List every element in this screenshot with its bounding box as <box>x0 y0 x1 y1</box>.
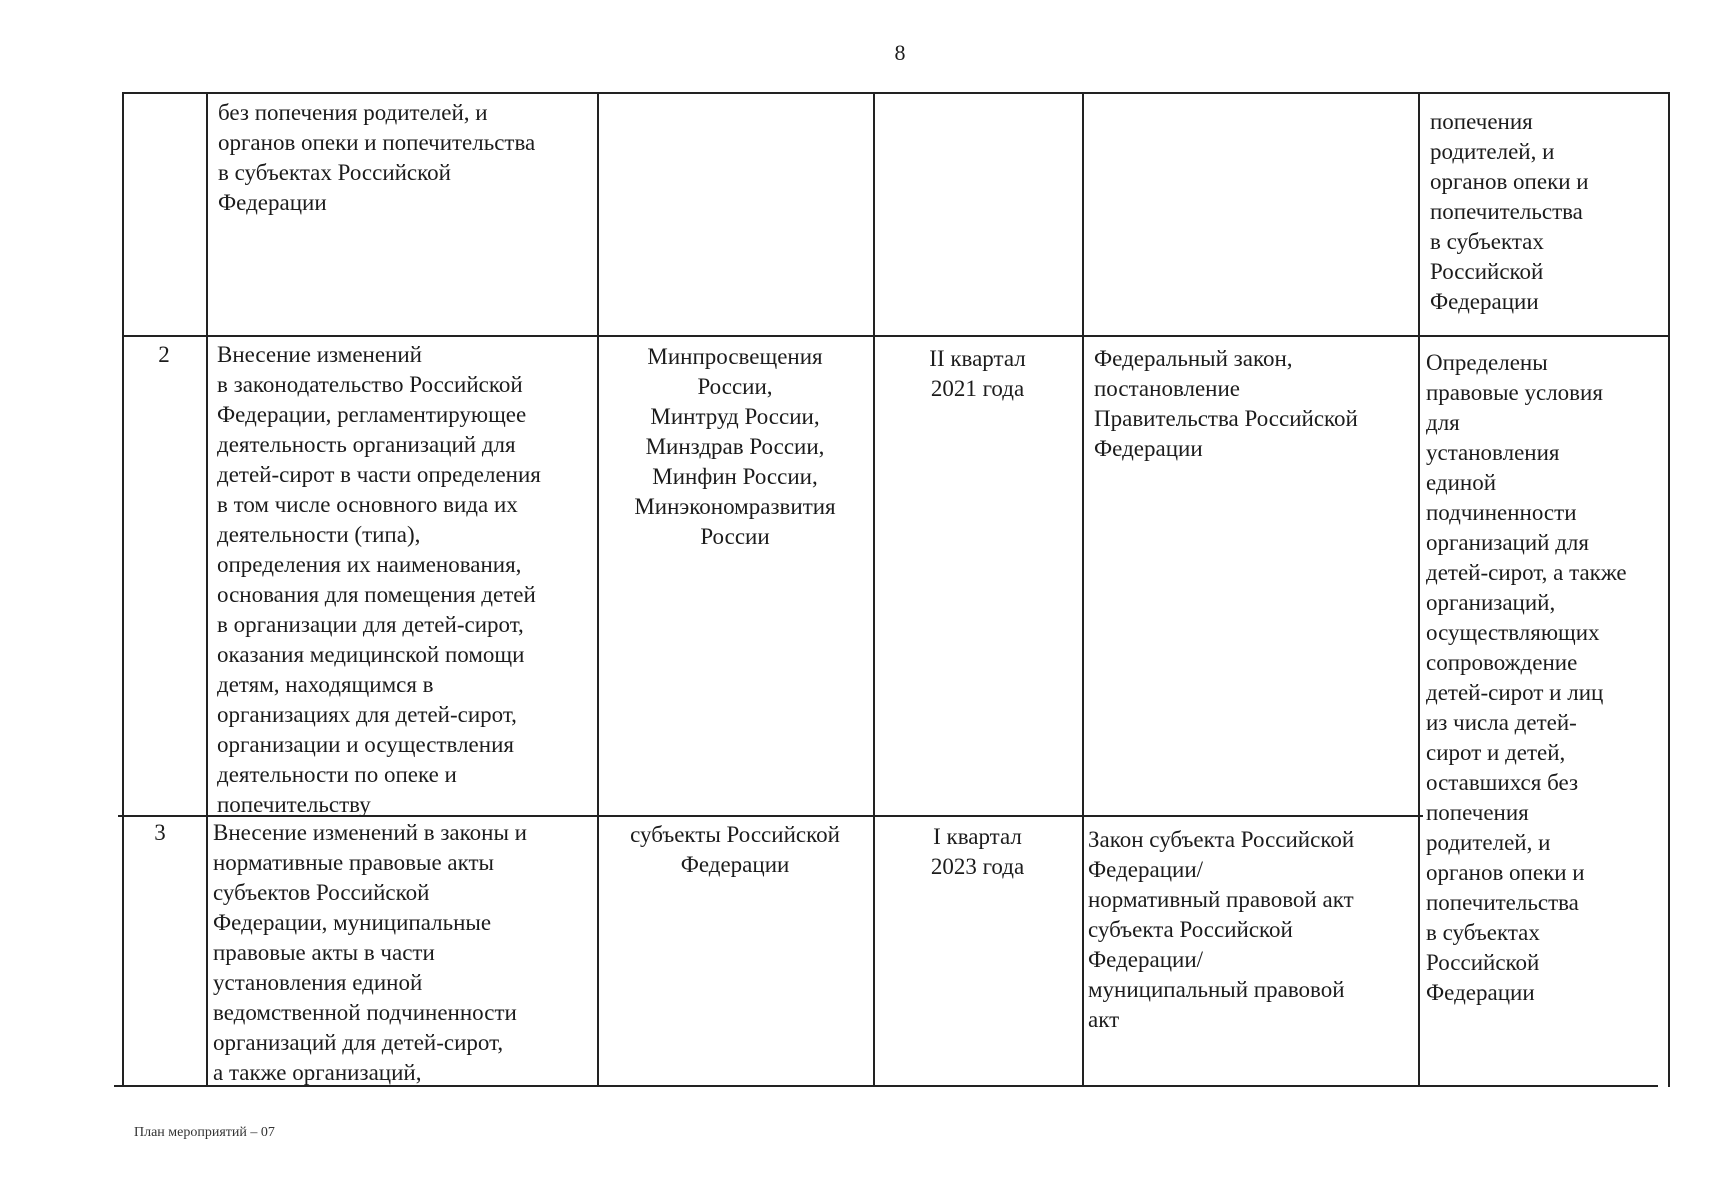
footer-text: План мероприятий – 07 <box>134 1125 275 1140</box>
row3-responsible: субъекты Российской Федерации <box>630 822 840 877</box>
row3-name: Внесение изменений в законы и нормативные правовые акты субъектов Российской Федерации, муниципальные правовые акты в части установления единой ведомственной подчиненности организаций для детей-сирот, а также организаций, <box>213 820 527 1085</box>
page-number: 8 <box>894 40 906 65</box>
row3-deadline: I квартал 2023 года <box>930 824 1025 879</box>
row3-document: Закон субъекта Российской Федерации/ нормативный правовой акт субъекта Российской Федерации/ муниципальный правовой акт <box>1088 827 1355 1032</box>
row2-name: Внесение изменений в законодательство Российской Федерации, регламентирующее деятельность организаций для детей-сирот в части определения в том числе основного вида их деятельности (типа), определения их наименования, основания для помещения детей в организации для детей-сирот, оказания медицинской помощи детям, находящимся в организациях для детей-сирот, организации и осуществления деятельности по опеке и попечительству <box>217 342 541 817</box>
row2-deadline: II квартал 2021 года <box>929 346 1026 401</box>
row2-number: 2 <box>158 342 170 367</box>
cont-row-result: попечения родителей, и органов опеки и попечительства в субъектах Российской Федерации <box>1430 109 1589 314</box>
row2-responsible: Минпросвещения России, Минтруд России, Минздрав России, Минфин России, Минэкономразвития России <box>634 344 836 549</box>
row3-number: 3 <box>154 820 166 845</box>
cont-row-name: без попечения родителей, и органов опеки и попечительства в субъектах Российской Федерации <box>218 100 536 215</box>
row2-document: Федеральный закон, постановление Правительства Российской Федерации <box>1094 346 1358 461</box>
row2-result: Определены правовые условия для установления единой подчиненности организаций для детей-сирот, а также организаций, осуществляющих сопровождение детей-сирот и лиц из числа детей- сирот и детей, оставшихся без попечения родителей, и органов опеки и попечительства в субъектах Российской Федерации <box>1426 350 1627 1005</box>
